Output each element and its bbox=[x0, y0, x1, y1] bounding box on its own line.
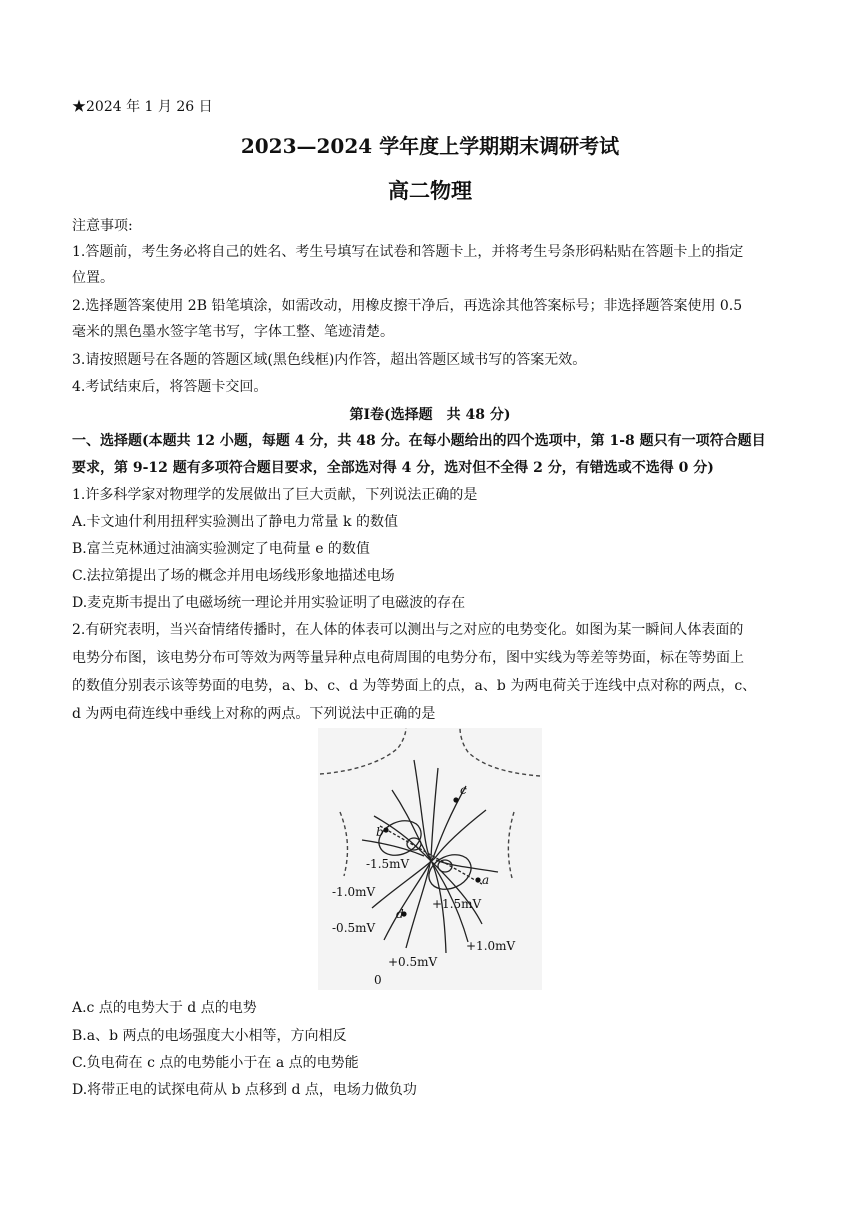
notice-line: 毫米的黑色墨水签字笔书写，字体工整、笔迹清楚。 bbox=[72, 324, 394, 340]
section-instruction: 一、选择题(本题共 12 小题，每题 4 分，共 48 分。在每小题给出的四个选项中，第 1-8 题只有一项符合题目 bbox=[72, 433, 766, 449]
potential-label: 0 bbox=[374, 973, 382, 987]
potential-label: -0.5mV bbox=[332, 921, 376, 935]
exam-title: 2023—2024 学年度上学期期末调研考试 bbox=[240, 134, 620, 158]
potential-label: +1.0mV bbox=[466, 939, 516, 953]
question-2-option-b: B.a、b 两点的电场强度大小相等，方向相反 bbox=[72, 1028, 347, 1044]
point-b-label: b bbox=[376, 825, 384, 839]
question-2-option-d: D.将带正电的试探电荷从 b 点移到 d 点，电场力做负功 bbox=[72, 1082, 417, 1098]
question-1-stem: 1.许多科学家对物理学的发展做出了巨大贡献，下列说法正确的是 bbox=[72, 487, 478, 503]
question-2-stem: d 为两电荷连线中垂线上对称的两点。下列说法中正确的是 bbox=[72, 706, 436, 722]
potential-label: +1.5mV bbox=[432, 897, 482, 911]
notice-heading: 注意事项: bbox=[72, 218, 133, 234]
point-c-label: c bbox=[460, 783, 467, 797]
section-instruction: 要求，第 9-12 题有多项符合题目要求，全部选对得 4 分，选对但不全得 2 分，有错选或不选得 0 分) bbox=[72, 460, 714, 476]
potential-label: -1.0mV bbox=[332, 885, 376, 899]
potential-label: -1.5mV bbox=[366, 857, 410, 871]
question-2-option-a: A.c 点的电势大于 d 点的电势 bbox=[72, 1000, 257, 1016]
exam-date: ★2024 年 1 月 26 日 bbox=[72, 99, 213, 115]
notice-line: 2.选择题答案使用 2B 铅笔填涂，如需改动，用橡皮擦干净后，再选涂其他答案标号；非选择题答案使用 0.5 bbox=[72, 298, 743, 314]
question-2-stem: 的数值分别表示该等势面的电势，a、b、c、d 为等势面上的点，a、b 为两电荷关于连线中点对称的两点，c、 bbox=[72, 678, 757, 694]
point-d-label: d bbox=[396, 907, 404, 921]
point-a-label: a bbox=[482, 873, 490, 887]
question-1-option-d: D.麦克斯韦提出了电磁场统一理论并用实验证明了电磁波的存在 bbox=[72, 595, 466, 611]
question-1-option-c: C.法拉第提出了场的概念并用电场线形象地描述电场 bbox=[72, 568, 395, 584]
question-2-stem: 电势分布图，该电势分布可等效为两等量异种点电荷周围的电势分布，图中实线为等差等势面，标在等势面上 bbox=[72, 650, 744, 666]
potential-distribution-figure bbox=[318, 728, 542, 990]
section-title: 第Ⅰ卷(选择题 共 48 分) bbox=[349, 407, 511, 423]
notice-line: 4.考试结束后，将答题卡交回。 bbox=[72, 379, 268, 395]
notice-line: 位置。 bbox=[72, 270, 114, 286]
question-2-option-c: C.负电荷在 c 点的电势能小于在 a 点的电势能 bbox=[72, 1055, 359, 1071]
question-2-stem: 2.有研究表明，当兴奋情绪传播时，在人体的体表可以测出与之对应的电势变化。如图为某一瞬间人体表面的 bbox=[72, 622, 744, 638]
notice-line: 1.答题前，考生务必将自己的姓名、考生号填写在试卷和答题卡上，并将考生号条形码粘贴在答题卡上的指定 bbox=[72, 244, 744, 260]
potential-label: +0.5mV bbox=[388, 955, 438, 969]
question-1-option-a: A.卡文迪什利用扭秤实验测出了静电力常量 k 的数值 bbox=[72, 514, 398, 530]
exam-subject: 高二物理 bbox=[388, 178, 472, 203]
notice-line: 3.请按照题号在各题的答题区域(黑色线框)内作答，超出答题区域书写的答案无效。 bbox=[72, 352, 587, 368]
question-1-option-b: B.富兰克林通过油滴实验测定了电荷量 e 的数值 bbox=[72, 541, 370, 557]
